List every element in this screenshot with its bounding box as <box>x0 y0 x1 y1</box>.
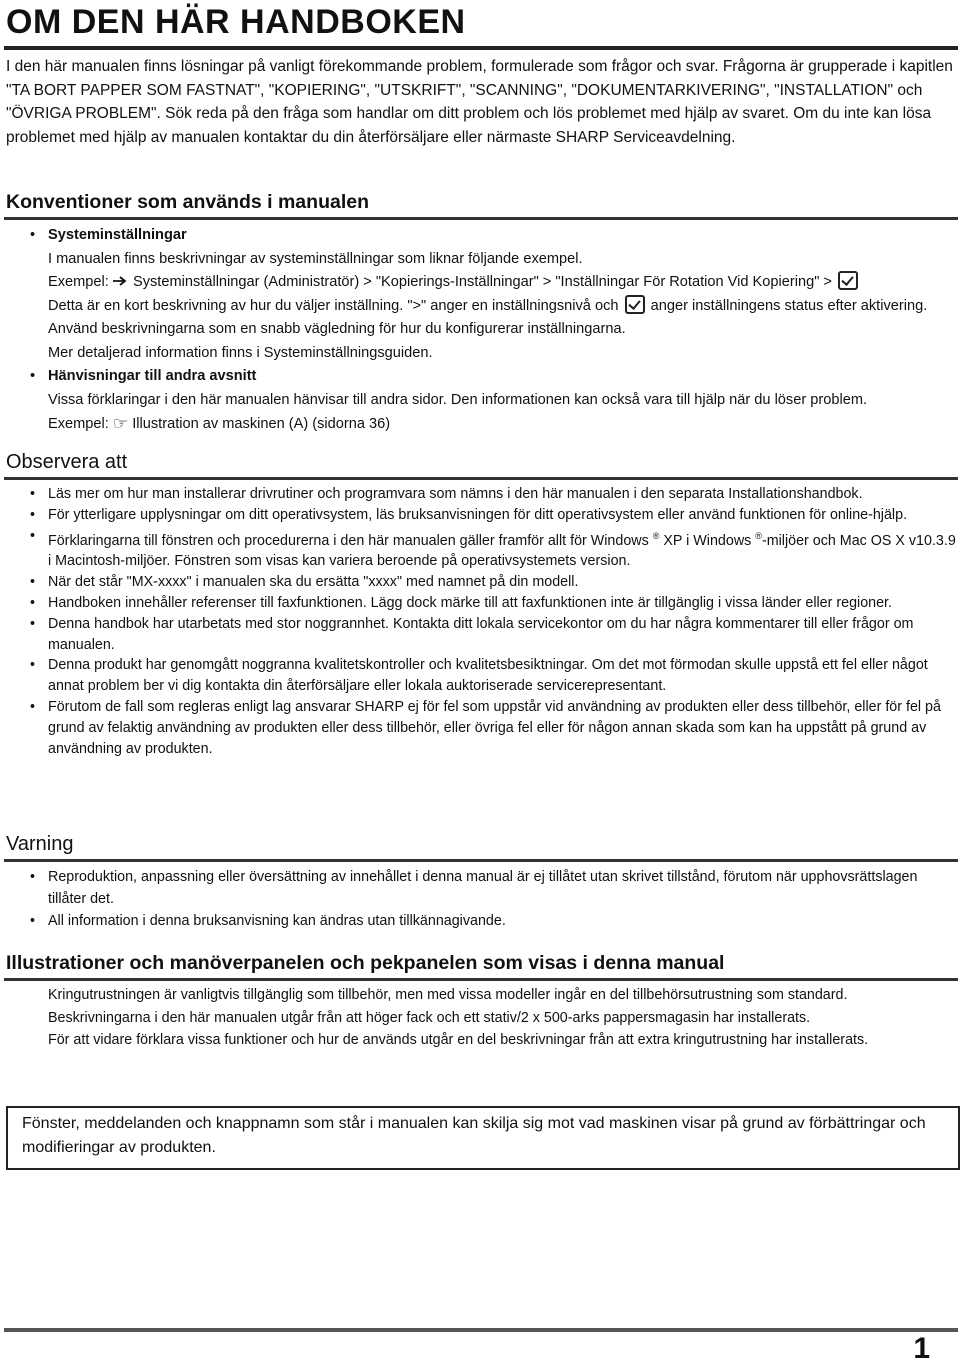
example-path: Systeminställningar (Administratör) > "Kopierings-Inställningar" > "Inställningar För Rotation Vid Kopiering" > <box>132 274 832 290</box>
arrow-right-icon <box>113 271 129 295</box>
page-number: 1 <box>913 1332 930 1365</box>
list-item <box>28 526 956 573</box>
example-prefix: Exempel: <box>48 274 109 290</box>
registered-mark: ® <box>755 530 762 541</box>
system-settings-text: I manualen finns beskrivningar av systeminställningar som liknar följande exempel. <box>48 250 583 267</box>
illustrations-heading: Illustrationer och manöverpanelen och pekpanelen som visas i denna manual <box>6 952 725 974</box>
windows-text-2: XP i Windows <box>663 532 752 549</box>
footer-rule <box>4 1328 958 1332</box>
illustrations-body <box>48 984 958 1052</box>
list-item <box>28 365 956 437</box>
list-item: • Reproduktion, anpassning eller översättning av innehållet i denna manual är ej tillåtet utan skrivet tillstånd, förutom när upphovsrättslagen tillåter det. <box>28 866 956 910</box>
conventions-heading: Konventioner som används i manualen <box>6 191 369 213</box>
system-settings-more: Mer detaljerad information finns i Systeminställningsguiden. <box>48 344 433 361</box>
illustrations-paragraph: Beskrivningarna i den här manualen utgår från att höger fack och ett stativ/2 x 500-arks pappersmagasin har installerats. <box>48 1009 811 1026</box>
list-item <box>28 224 956 365</box>
pointing-hand-icon: ☞ <box>112 414 129 433</box>
conventions-list <box>28 224 956 437</box>
observe-rule <box>4 477 958 480</box>
list-item: • För ytterligare upplysningar om ditt operativsystem, läs bruksanvisningen för ditt operativsystem eller använd funktionen för online-hjälp. <box>28 505 956 526</box>
references-text: Vissa förklaringar i den här manualen hänvisar till andra sidor. Den informationen kan också vara till hjälp när du löser problem. <box>48 391 868 408</box>
example-prefix: Exempel: <box>48 416 109 432</box>
illustrations-rule <box>4 978 958 981</box>
windows-text-1: Förklaringarna till fönstren och procedurerna i den här manualen gäller framför allt för Windows <box>48 532 649 549</box>
description-part-b: anger inställningens status efter aktivering. Använd beskrivningarna som en snabb vägledning för hur du konfigurerar inställningarna. <box>48 297 928 337</box>
windows-text-3: -miljöer och Mac OS X v10.3.9 i Macintosh-miljöer. Fönstren som visas kan variera beroende på operativsystemets version. <box>48 532 956 570</box>
list-item: • Denna produkt har genomgått noggranna kvalitetskontroller och kvalitetsbesiktningar. Om det mot förmodan skulle uppstå ett fel eller något annat problem ber vi dig kontakta din återförsäljare eller lokala auktoriserade servicerepresentant. <box>28 655 956 697</box>
observe-heading: Observera att <box>6 451 128 473</box>
description-part-a: Detta är en kort beskrivning av hur du väljer inställning. ">" anger en inställningsnivå och <box>48 297 619 314</box>
list-item: • All information i denna bruksanvisning kan ändras utan tillkännagivande. <box>28 910 956 932</box>
system-settings-label: • Systeminställningar <box>48 227 187 243</box>
system-settings-description <box>48 295 956 342</box>
notice-box: Fönster, meddelanden och knappnamn som står i manualen kan skilja sig mot vad maskinen visar på grund av förbättringar och modifieringar av produkten. <box>6 1106 960 1170</box>
system-settings-example <box>48 271 956 295</box>
observe-list <box>28 484 956 759</box>
intro-paragraph: I den här manualen finns lösningar på vanligt förekommande problem, formulerade som frågor och svar. Frågorna är grupperade i kapitlen "TA BORT PAPPER SOM FASTNAT", "KOPIERING", "UTSKRIFT", "SCANNING", "DOKUMENTARKIVERING", "INSTALLATION" och "ÖVRIGA PROBLEM". Sök reda på den fråga som handlar om ditt problem och lös problemet med hjälp av svaret. Om du inte kan lösa problemet med hjälp av manualen kontaktar du din återförsäljare eller närmaste SHARP Serviceavdelning. <box>6 58 953 146</box>
list-item: • Förutom de fall som regleras enligt lag ansvarar SHARP ej för fel som uppstår vid användning av produkten eller dess tillbehör, eller för fel på grund av felaktig användning av produkten eller dess tillbehör, eller övriga fel eller för någon annan skada som kan ha uppstått på grund av användning av produkten. <box>28 697 956 759</box>
list-item: • Handboken innehåller referenser till faxfunktionen. Lägg dock märke till att faxfunktionen inte är tillgänglig i vissa länder eller regioner. <box>28 593 956 614</box>
checkbox-checked-icon <box>838 271 858 290</box>
page-title: OM DEN HÄR HANDBOKEN <box>6 3 466 41</box>
illustrations-paragraph: För att vidare förklara vissa funktioner och hur de används utgår en del beskrivningar från att extra kringutrustning har installerats. <box>48 1032 869 1048</box>
conventions-rule <box>4 217 958 220</box>
registered-mark: ® <box>652 530 660 541</box>
example-reference: Illustration av maskinen (A) (sidorna 36) <box>132 416 391 432</box>
warning-heading: Varning <box>6 833 74 855</box>
references-label: • Hänvisningar till andra avsnitt <box>48 368 257 384</box>
illustrations-paragraph: Kringutrustningen är vanligtvis tillgänglig som tillbehör, men med vissa modeller ingår en del tillbehörsutrustning som standard. <box>48 987 848 1003</box>
references-example <box>48 412 956 437</box>
warning-list <box>28 866 956 932</box>
warning-rule <box>4 859 958 862</box>
title-rule <box>4 46 958 50</box>
checkbox-checked-icon <box>625 295 645 314</box>
list-item: • Läs mer om hur man installerar drivrutiner och programvara som nämns i den här manualen i den separata Installationshandbok. <box>28 484 956 505</box>
list-item: • Denna handbok har utarbetats med stor noggrannhet. Kontakta ditt lokala servicekontor om du har några kommentarer till eller frågor om manualen. <box>28 614 956 656</box>
list-item: • När det står "MX-xxxx" i manualen ska du ersätta "xxxx" med namnet på din modell. <box>28 572 956 593</box>
